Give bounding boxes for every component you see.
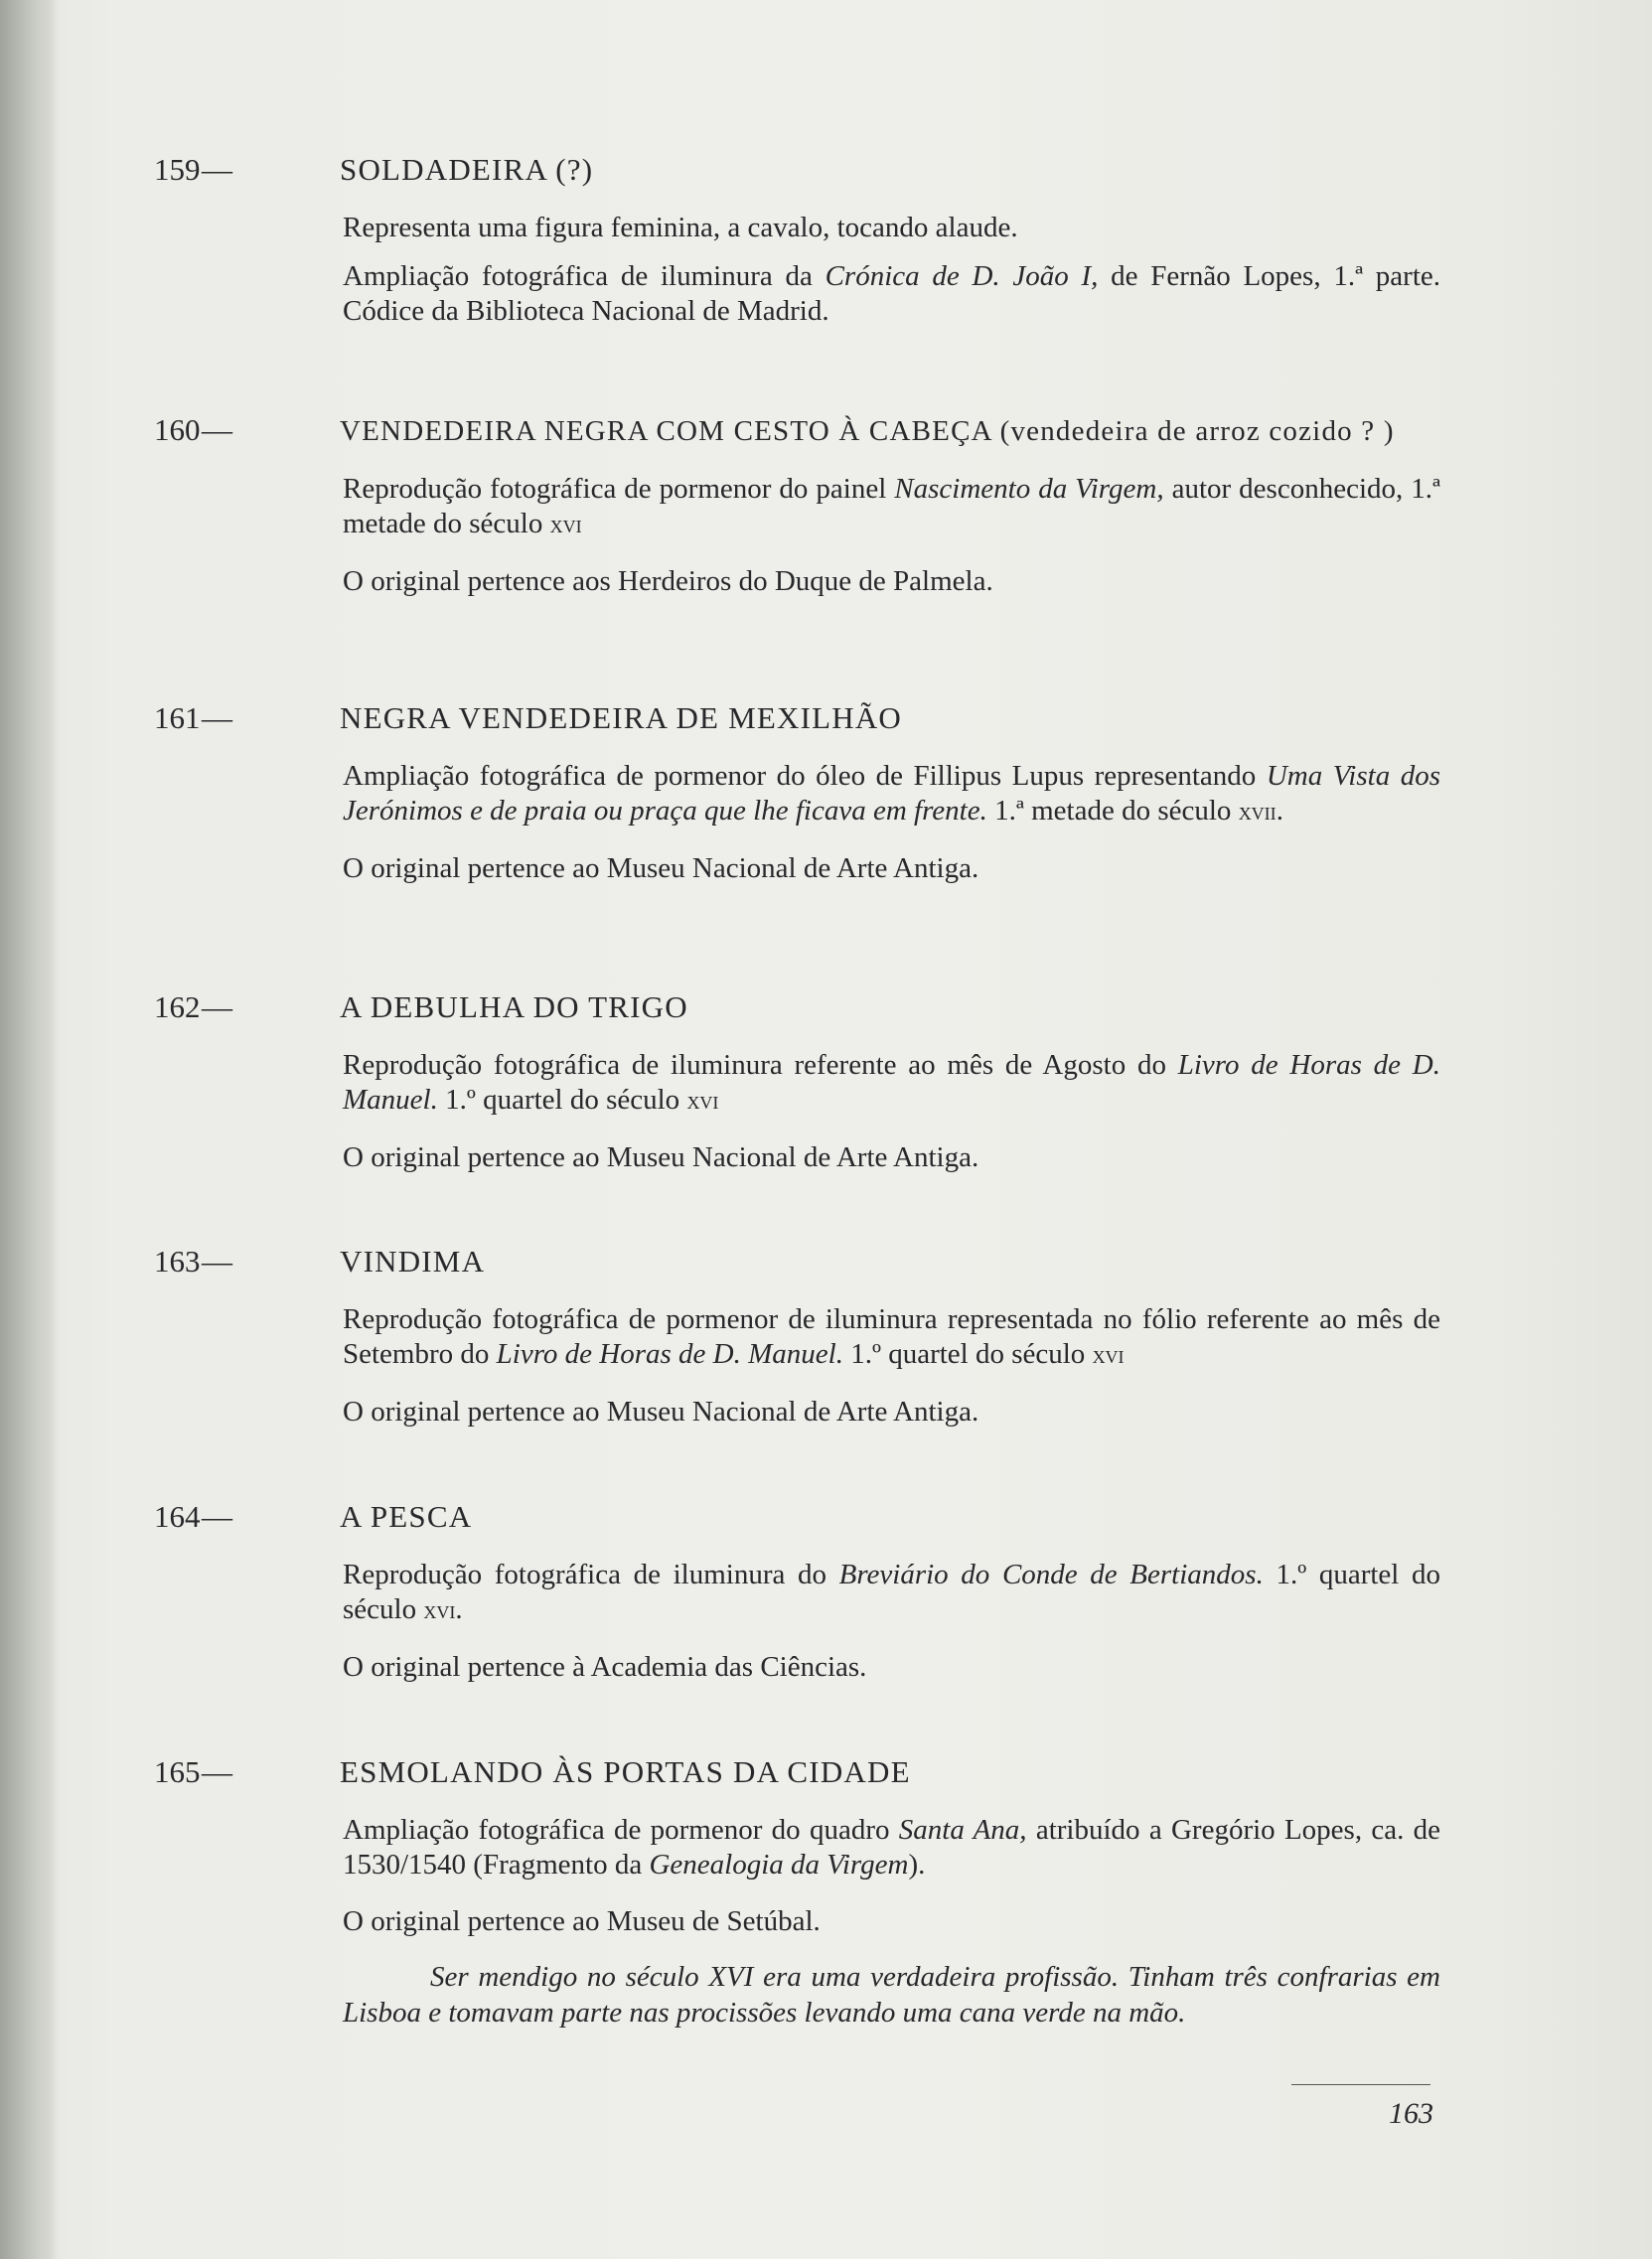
entry-number: 161 xyxy=(154,700,201,735)
entry-title: VENDEDEIRA NEGRA COM CESTO À CABEÇA (vendedeira de arroz cozido ? ) xyxy=(340,415,1395,447)
entry-164 xyxy=(154,1498,1440,1685)
entry-number: 159 xyxy=(154,152,201,187)
entry-description: Ampliação fotográfica de iluminura da Crónica de D. João I, de Fernão Lopes, 1.ª parte. Códice da Biblioteca Nacional de Madrid. xyxy=(343,260,1441,327)
entry-heading xyxy=(154,1243,1440,1280)
entry-description: Ampliação fotográfica de pormenor do óleo de Fillipus Lupus representando Uma Vista dos Jerónimos e de praia ou praça que lhe ficava em frente. 1.ª metade do século xvii. xyxy=(343,760,1440,827)
entry-provenance: O original pertence à Academia das Ciências. xyxy=(343,1651,867,1683)
entry-description: Representa uma figura feminina, a cavalo, tocando alaude. xyxy=(343,212,1018,243)
entry-provenance: O original pertence aos Herdeiros do Duque de Palmela. xyxy=(343,565,993,597)
page-number: 163 xyxy=(1389,2097,1433,2130)
entry-provenance: O original pertence ao Museu Nacional de Arte Antiga. xyxy=(343,1141,979,1173)
entry-163 xyxy=(154,1243,1440,1430)
entry-title: NEGRA VENDEDEIRA DE MEXILHÃO xyxy=(340,700,903,735)
entry-number: 164 xyxy=(154,1499,201,1534)
entry-165 xyxy=(154,1753,1441,2031)
entry-heading xyxy=(154,151,1440,189)
entry-159 xyxy=(154,151,1441,329)
entry-title: VINDIMA xyxy=(340,1244,486,1279)
entry-title: ESMOLANDO ÀS PORTAS DA CIDADE xyxy=(340,1754,911,1789)
entry-description: Reprodução fotográfica de pormenor do painel Nascimento da Virgem, autor desconhecido, 1.ª metade do século xvi xyxy=(343,473,1440,539)
entry-description: Ampliação fotográfica de pormenor do quadro Santa Ana, atribuído a Gregório Lopes, ca. de 1530/1540 (Fragmento da Genealogia da Virgem). xyxy=(343,1814,1441,1881)
entry-dash: — xyxy=(202,1754,234,1789)
entry-heading xyxy=(154,1753,1440,1791)
entry-dash: — xyxy=(202,1244,234,1279)
entry-dash: — xyxy=(202,700,234,735)
footer-rule xyxy=(1291,2084,1430,2085)
entry-title: A PESCA xyxy=(340,1499,473,1534)
entry-commentary: Ser mendigo no século XVI era uma verdadeira profissão. Tinham três confrarias em Lisboa e tomavam parte nas procissões levando uma cana verde na mão. xyxy=(343,1961,1440,2029)
entry-description: Reprodução fotográfica de iluminura do Breviário do Conde de Bertiandos. 1.º quartel do século xvi. xyxy=(343,1559,1440,1625)
entry-number: 162 xyxy=(154,989,201,1024)
entry-heading xyxy=(154,1498,1440,1536)
entry-provenance: O original pertence ao Museu Nacional de Arte Antiga. xyxy=(343,852,979,884)
entry-dash: — xyxy=(202,412,234,447)
entry-title: SOLDADEIRA (?) xyxy=(340,152,594,187)
entry-162 xyxy=(154,988,1441,1175)
entry-number: 165 xyxy=(154,1754,201,1789)
entry-heading xyxy=(154,699,1440,737)
entry-161 xyxy=(154,699,1440,886)
entry-number: 163 xyxy=(154,1244,201,1279)
entry-title: A DEBULHA DO TRIGO xyxy=(340,989,688,1024)
entry-dash: — xyxy=(202,1499,234,1534)
entry-heading xyxy=(154,411,1440,450)
entry-provenance: O original pertence ao Museu de Setúbal. xyxy=(343,1905,821,1937)
entry-number: 160 xyxy=(154,412,201,447)
entry-heading xyxy=(154,988,1440,1026)
entry-160 xyxy=(154,411,1440,599)
entry-description: Reprodução fotográfica de pormenor de iluminura representada no fólio referente ao mês de Setembro do Livro de Horas de D. Manuel. 1.º quartel do século xvi xyxy=(343,1303,1440,1370)
entry-dash: — xyxy=(202,989,234,1024)
entry-provenance: O original pertence ao Museu Nacional de Arte Antiga. xyxy=(343,1396,979,1428)
entry-description: Reprodução fotográfica de iluminura referente ao mês de Agosto do Livro de Horas de D. Manuel. 1.º quartel do século xvi xyxy=(343,1049,1441,1116)
entry-dash: — xyxy=(202,152,234,187)
